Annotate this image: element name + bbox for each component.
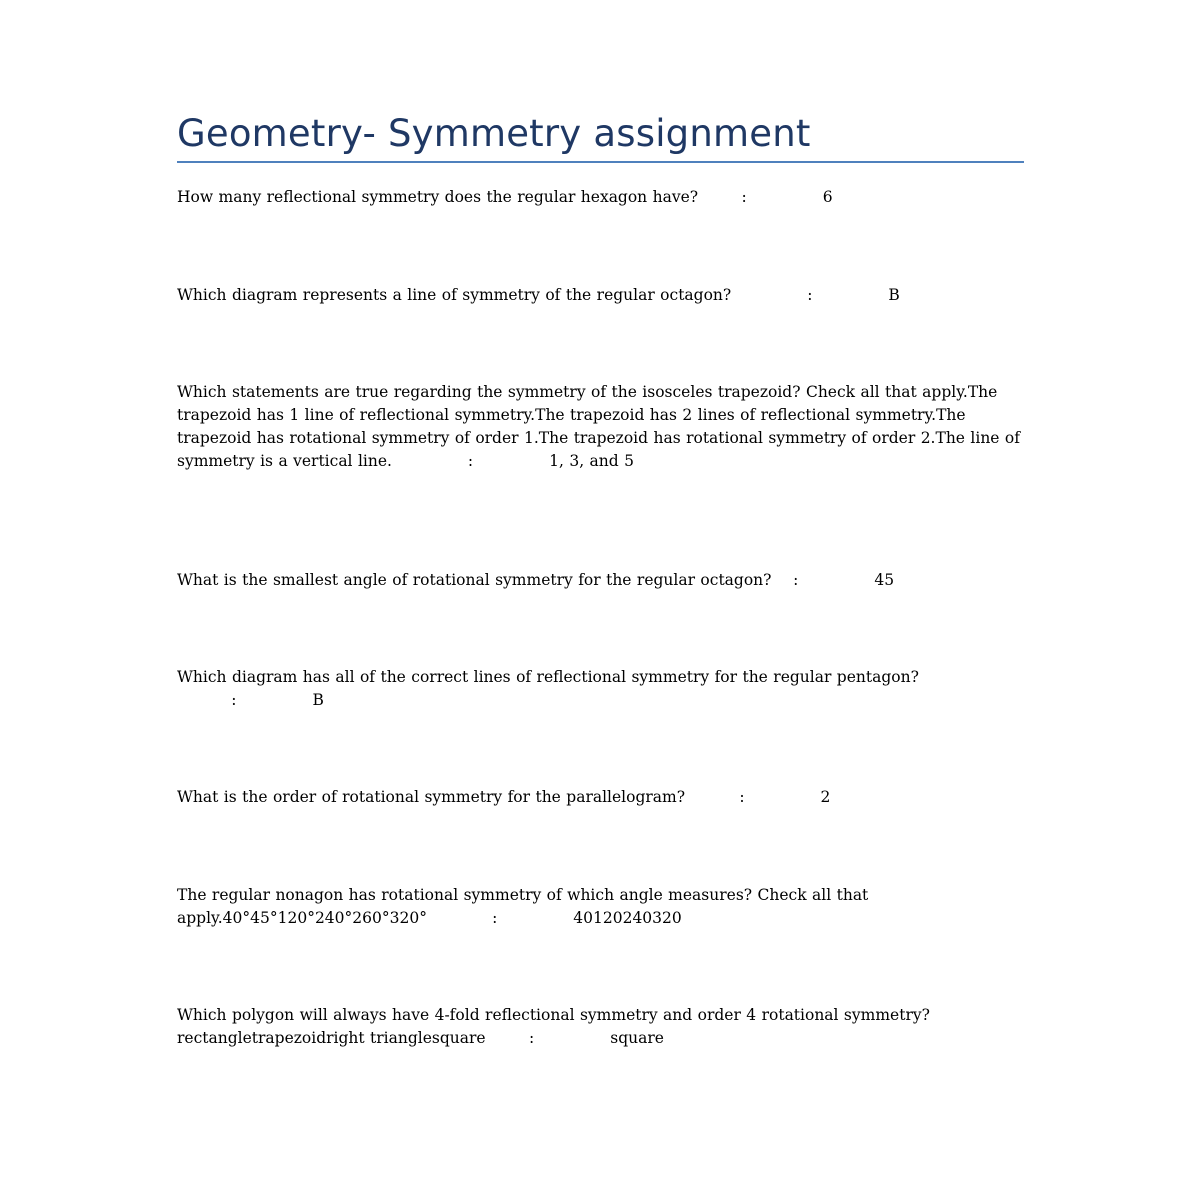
question-text: How many reflectional symmetry does the regular hexagon have? <box>177 188 699 206</box>
answer-text: 40120240320 <box>573 909 682 927</box>
answer-text: B <box>312 691 324 709</box>
document-page <box>177 0 1025 1200</box>
answer-separator: : <box>485 1029 611 1047</box>
qa-item-4 <box>177 569 1025 592</box>
answer-text: 45 <box>874 571 895 589</box>
answer-separator: : <box>771 571 875 589</box>
answer-text: square <box>610 1029 664 1047</box>
qa-item-8 <box>177 1004 1025 1050</box>
question-text: What is the smallest angle of rotational symmetry for the regular octagon? <box>177 571 772 589</box>
page-title: Geometry- Symmetry assignment <box>177 112 811 155</box>
answer-separator: : <box>177 691 313 709</box>
qa-item-6 <box>177 786 1025 809</box>
answer-text: 6 <box>822 188 833 206</box>
question-text: Which diagram represents a line of symmetry of the regular octagon? <box>177 286 732 304</box>
title-underline <box>177 161 1024 163</box>
answer-separator: : <box>426 909 574 927</box>
question-text: The regular nonagon has rotational symmetry of which angle measures? Check all that apply.40°45°120°240°260°320° <box>177 886 869 927</box>
qa-item-2 <box>177 284 1025 307</box>
question-text: Which diagram has all of the correct lines of reflectional symmetry for the regular pentagon? <box>177 668 919 686</box>
answer-text: 2 <box>820 788 831 806</box>
qa-item-5 <box>177 666 1025 712</box>
answer-separator: : <box>698 188 823 206</box>
answer-separator: : <box>685 788 821 806</box>
question-text: Which polygon will always have 4-fold reflectional symmetry and order 4 rotational symmetry?rectangletrapezoidright trianglesquare <box>177 1006 930 1047</box>
answer-separator: : <box>731 286 889 304</box>
question-text: Which statements are true regarding the symmetry of the isosceles trapezoid? Check all that apply.The trapezoid has 1 line of reflectional symmetry.The trapezoid has 2 lines of reflectional symmetry.The trapezoid has rotational symmetry of order 1.The trapezoid has rotational symmetry of order 2.The line of symmetry is a vertical line. <box>177 383 1020 470</box>
qa-item-1 <box>177 186 1025 209</box>
qa-item-7 <box>177 884 1025 930</box>
answer-separator: : <box>391 452 550 470</box>
question-text: What is the order of rotational symmetry for the parallelogram? <box>177 788 686 806</box>
answer-text: B <box>888 286 900 304</box>
answer-text: 1, 3, and 5 <box>549 452 634 470</box>
qa-item-3 <box>177 381 1025 473</box>
